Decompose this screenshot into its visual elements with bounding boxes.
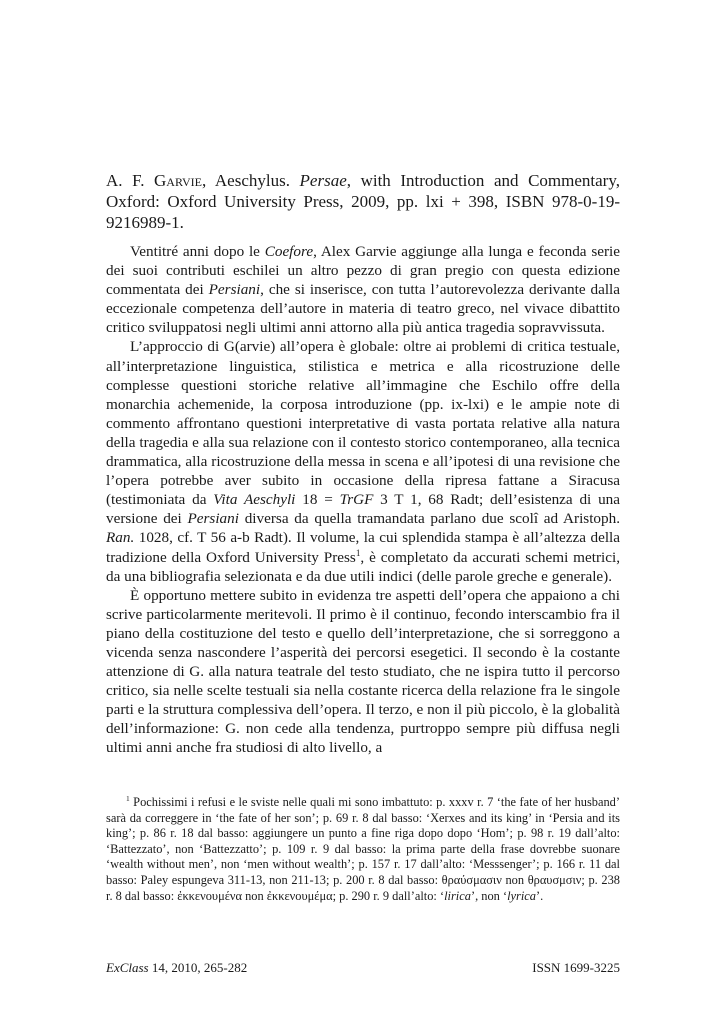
book-title: Persae — [299, 171, 347, 190]
text-run: diversa da quella tramandata parlano due scolî ad Aristoph. — [238, 510, 620, 528]
heading-separator: , Aeschylus. — [202, 171, 300, 190]
text-run: Ventitré anni dopo le — [130, 243, 265, 260]
review-heading — [106, 170, 620, 233]
text-run: ’, non ‘ — [470, 888, 508, 903]
footnote-reference[interactable]: 1 — [355, 547, 361, 558]
journal-volume-pages: 14, 2010, 265-282 — [148, 960, 248, 975]
paragraph-1 — [106, 242, 620, 337]
text-run: 1028, cf. T 56 a-b Radt). Il volume, la cui splendida stampa è all’altezza della tradizione della Oxford University Press — [106, 529, 620, 566]
journal-citation — [106, 960, 247, 976]
journal-name: ExClass — [106, 960, 149, 975]
paragraph-3: È opportuno mettere subito in evidenza tre aspetti dell’opera che appaiono a chi scrive particolarmente meritevoli. Il primo è il continuo, fecondo interscambio fra il piano della costituzione del testo e quello dell’interpretazione, che si sorreggono a vicenda senza nascondere l’asperità dei percorsi esegetici. Il secondo è la costante attenzione di G. alla natura teatrale del testo studiato, che ne ispira tutto il percorso critico, sia nelle scelte testuali sia nella costante ricerca della relazione fra le singole parti e la struttura complessiva dell’opera. Il terzo, e non il più piccolo, è la globalità dell’informazione: G. non cede alla tendenza, purtroppo sempre più diffusa negli ultimi anni anche fra studiosi di alto livello, a — [106, 586, 620, 757]
text-run: 18 = — [295, 491, 340, 509]
author-initials: A. F. — [106, 171, 155, 190]
text-run: 3 T 1, 68 Radt; dell’esistenza di una versione dei — [106, 491, 620, 528]
text-run: , che si inserisce, con tutta l’autorevolezza derivante dalla eccezionale competenza dell’autore in materia di teatro greco, nel vivace dibattito critico sviluppatosi negli ultimi anni attorno alla più antica tragedia sopravvissuta. — [106, 281, 620, 337]
author-surname: Garvie — [154, 171, 202, 190]
footnote-number: 1 — [126, 793, 130, 803]
italic-run: Persiani — [208, 281, 261, 299]
footnote — [106, 795, 620, 904]
text-run: L’approccio di G(arvie) all’opera è globale: oltre ai problemi di critica testuale, all’interpretazione linguistica, stilistica e metrica e alla ricostruzione delle complesse questioni storiche relative all’immagine che Eschilo offre della monarchia achemenide, la corposa introduzione (pp. ix-lxi) e le ampie note di commento affrontano questioni interpretative di vasta portata relative alla natura della tragedia e alla sua relazione con il contesto storico contemporaneo, alla tecnica drammatica, alla ricostruzione della messa in scena e all’ipotesi di una revisione che l’opera potrebbe aver subito in occasione della ripresa fattane a Siracusa (testimoniata da — [106, 338, 620, 509]
review-body — [106, 242, 620, 758]
text-run: , Alex Garvie aggiunge alla lunga e feconda serie dei suoi contributi eschilei un altro pezzo di gran pregio con questa edizione commentata dei — [106, 243, 621, 299]
italic-run: Coefore — [264, 243, 314, 260]
page-footer — [106, 960, 620, 976]
italic-run: lyrica — [507, 888, 536, 903]
text-run: ’. — [536, 888, 544, 903]
text-run: , è completato da accurati schemi metrici, da una bibliografia selezionata e da due utili indici (delle parole greche e generale). — [106, 548, 620, 585]
italic-run: Persiani — [187, 510, 239, 528]
footnote-1 — [106, 795, 620, 904]
paragraph-2 — [106, 337, 620, 585]
italic-run: TrGF — [339, 491, 374, 509]
issn: ISSN 1699-3225 — [532, 960, 620, 975]
italic-run: Ran. — [106, 529, 135, 547]
publication-details: , with Introduction and Commentary, Oxford: Oxford University Press, 2009, pp. lxi + 398, ISBN 978-0-19-9216989-1. — [106, 171, 620, 232]
text-run: Pochissimi i refusi e le sviste nelle quali mi sono imbattuto: p. xxxv r. 7 ‘the fate of her husband’ sarà da correggere in ‘the fate of her son’; p. 69 r. 8 dal basso: ‘Xerxes and its king’ in ‘Persia and its king’; p. 86 r. 18 dal basso: aggiungere un punto a fine riga dopo dopo ‘Hom’; p. 98 r. 19 dall’alto: ‘Battezzato’, non ‘Battezzatto’; p. 109 r. 9 dal basso: la prima parte della frase dovrebbe suonare ‘wealth without men’, non ‘men without wealth’; p. 157 r. 17 dall’alto: ‘Messsenger’; p. 166 r. 11 dal basso: Paley espungeva 311-13, non 211-13; p. 200 r. 8 dal basso: θραύσμασιν non θραυσμσιν; p. 238 r. 8 dal basso: ἐκκενουμένα non ἐκκενουμέμα; p. 290 r. 9 dall’alto: ‘ — [106, 795, 620, 903]
italic-run: Vita Aeschyli — [213, 491, 296, 509]
italic-run: lirica — [444, 888, 471, 903]
